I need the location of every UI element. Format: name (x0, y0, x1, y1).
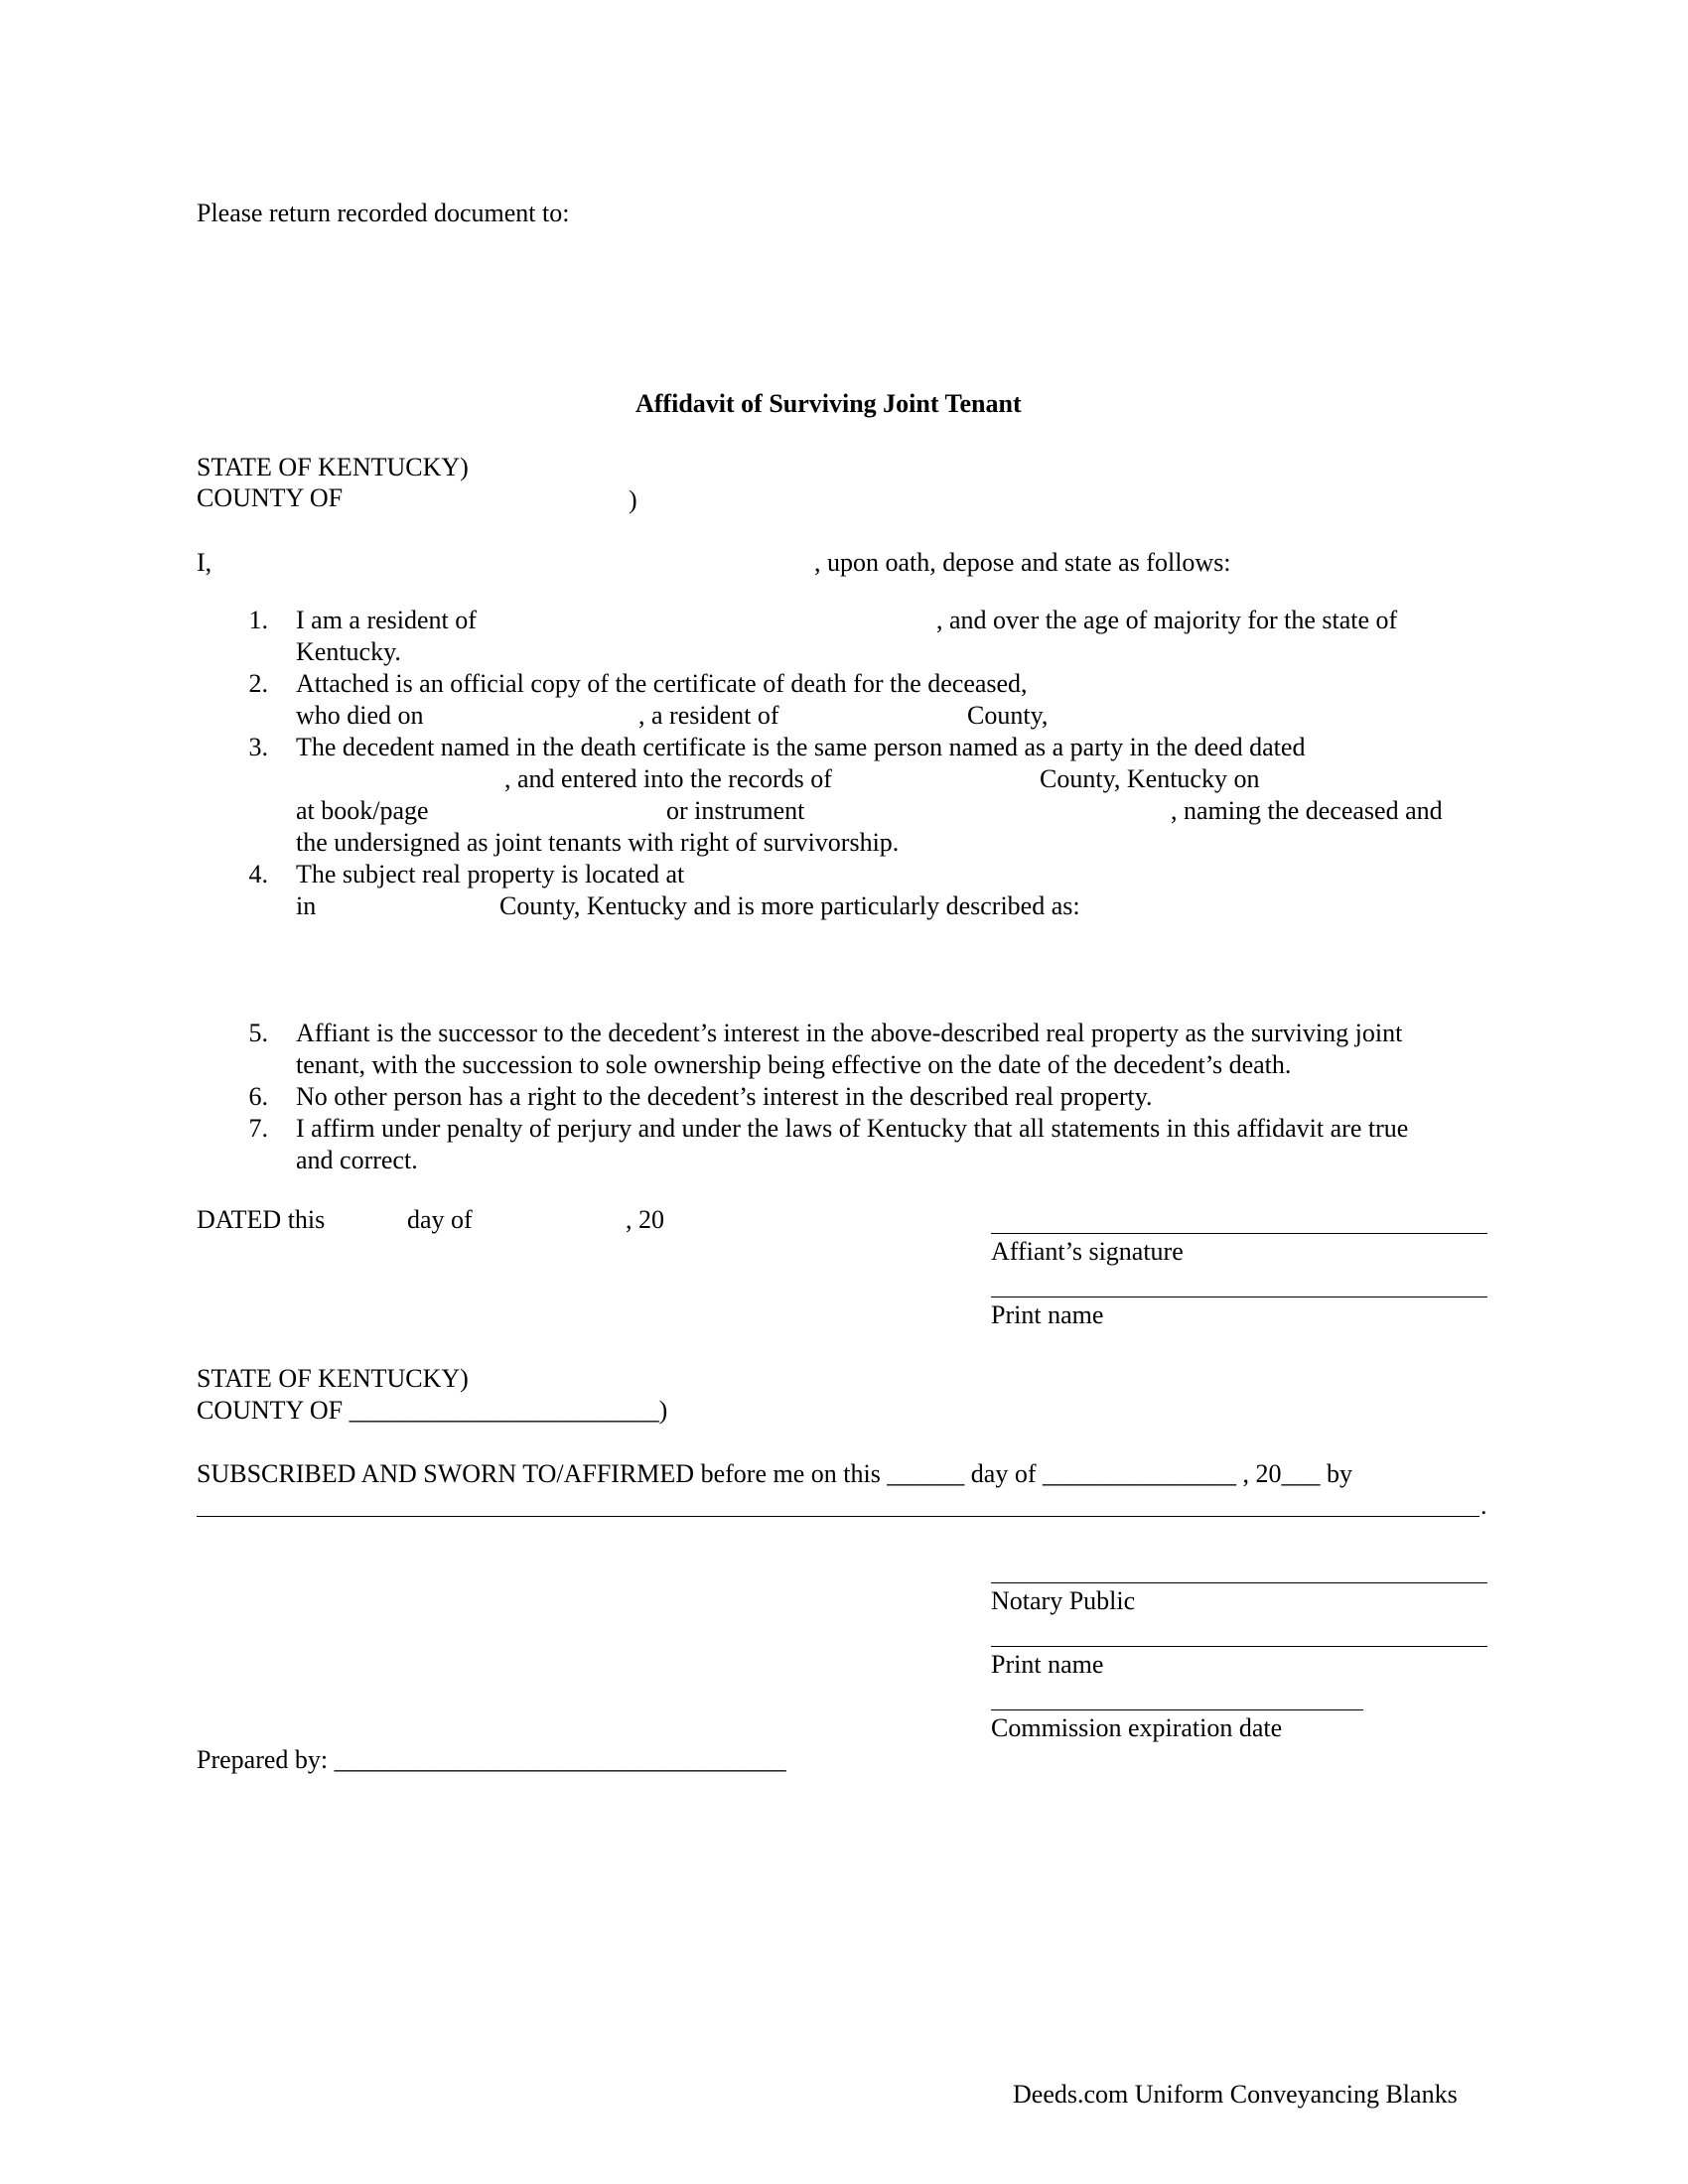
commission-expiration-label: Commission expiration date (991, 1713, 1283, 1742)
item-number-2: 2. (248, 669, 268, 698)
venue-state: STATE OF KENTUCKY) (197, 453, 469, 481)
item-4-text-c: County, Kentucky and is more particularly described as: (499, 891, 1080, 920)
notary-print-name-line (991, 1646, 1487, 1647)
item-7-text-b: and correct. (296, 1146, 418, 1174)
item-1-text-b: , and over the age of majority for the state of (936, 606, 1398, 634)
notary-public-label: Notary Public (991, 1586, 1136, 1615)
item-5-text-a: Affiant is the successor to the decedent’s interest in the above-described real property as the surviving joint (296, 1019, 1403, 1047)
dated-year: , 20 (626, 1205, 664, 1234)
affiant-signature-label: Affiant’s signature (991, 1237, 1184, 1266)
commission-line (991, 1709, 1363, 1710)
item-3-text-b: , and entered into the records of (504, 764, 832, 793)
subscribed-sworn-text: SUBSCRIBED AND SWORN TO/AFFIRMED before me on this ______ day of _______________ , 20___ by (197, 1459, 1353, 1488)
prepared-by: Prepared by: ___________________________________ (197, 1745, 786, 1774)
item-3-text-f: , naming the deceased and (1171, 796, 1443, 825)
item-7-text-a: I affirm under penalty of perjury and under the laws of Kentucky that all statements in this affidavit are true (296, 1114, 1409, 1143)
venue-county-paren: ) (629, 485, 637, 514)
item-3-text-e: or instrument (666, 796, 805, 825)
item-2-text-d: County, (967, 701, 1049, 730)
item-number-7: 7. (248, 1114, 268, 1143)
item-number-1: 1. (248, 606, 268, 634)
item-3-text-g: the undersigned as joint tenants with right of survivorship. (296, 828, 900, 857)
item-number-3: 3. (248, 733, 268, 761)
notary-signature-line (991, 1582, 1487, 1583)
item-3-text-a: The decedent named in the death certificate is the same person named as a party in the deed dated (296, 733, 1306, 761)
item-4-text-b: in (296, 891, 317, 920)
return-to-label: Please return recorded document to: (197, 199, 570, 227)
item-3-text-d: at book/page (296, 796, 429, 825)
subscribed-period: . (1480, 1491, 1487, 1520)
item-3-text-c: County, Kentucky on (1040, 764, 1260, 793)
print-name-label: Print name (991, 1300, 1104, 1329)
item-2-text-b: who died on (296, 701, 424, 730)
item-number-6: 6. (248, 1082, 268, 1111)
venue-county: COUNTY OF (197, 483, 344, 512)
item-6-text-a: No other person has a right to the decedent’s interest in the described real property. (296, 1082, 1153, 1111)
item-2-text-a: Attached is an official copy of the certificate of death for the deceased, (296, 669, 1028, 698)
subscribed-name-line (197, 1516, 1479, 1517)
item-1-text-c: Kentucky. (296, 637, 401, 666)
notary-print-name-label: Print name (991, 1650, 1104, 1679)
intro-oath: , upon oath, depose and state as follows: (814, 548, 1231, 577)
item-2-text-c: , a resident of (638, 701, 779, 730)
item-number-4: 4. (248, 860, 268, 888)
item-4-text-a: The subject real property is located at (296, 860, 685, 888)
item-1-text-a: I am a resident of (296, 606, 477, 634)
intro-i: I, (197, 548, 212, 577)
item-5-text-b: tenant, with the succession to sole ownership being effective on the date of the decedent’s death. (296, 1050, 1292, 1079)
item-number-5: 5. (248, 1019, 268, 1047)
venue2-state: STATE OF KENTUCKY) (197, 1364, 469, 1393)
dated-day-of: day of (407, 1205, 473, 1234)
footer-text: Deeds.com Uniform Conveyancing Blanks (1013, 2080, 1458, 2109)
document-title: Affidavit of Surviving Joint Tenant (635, 389, 1022, 418)
affiant-signature-line (991, 1233, 1487, 1234)
venue2-county: COUNTY OF ________________________) (197, 1396, 668, 1425)
dated-this: DATED this (197, 1205, 326, 1234)
